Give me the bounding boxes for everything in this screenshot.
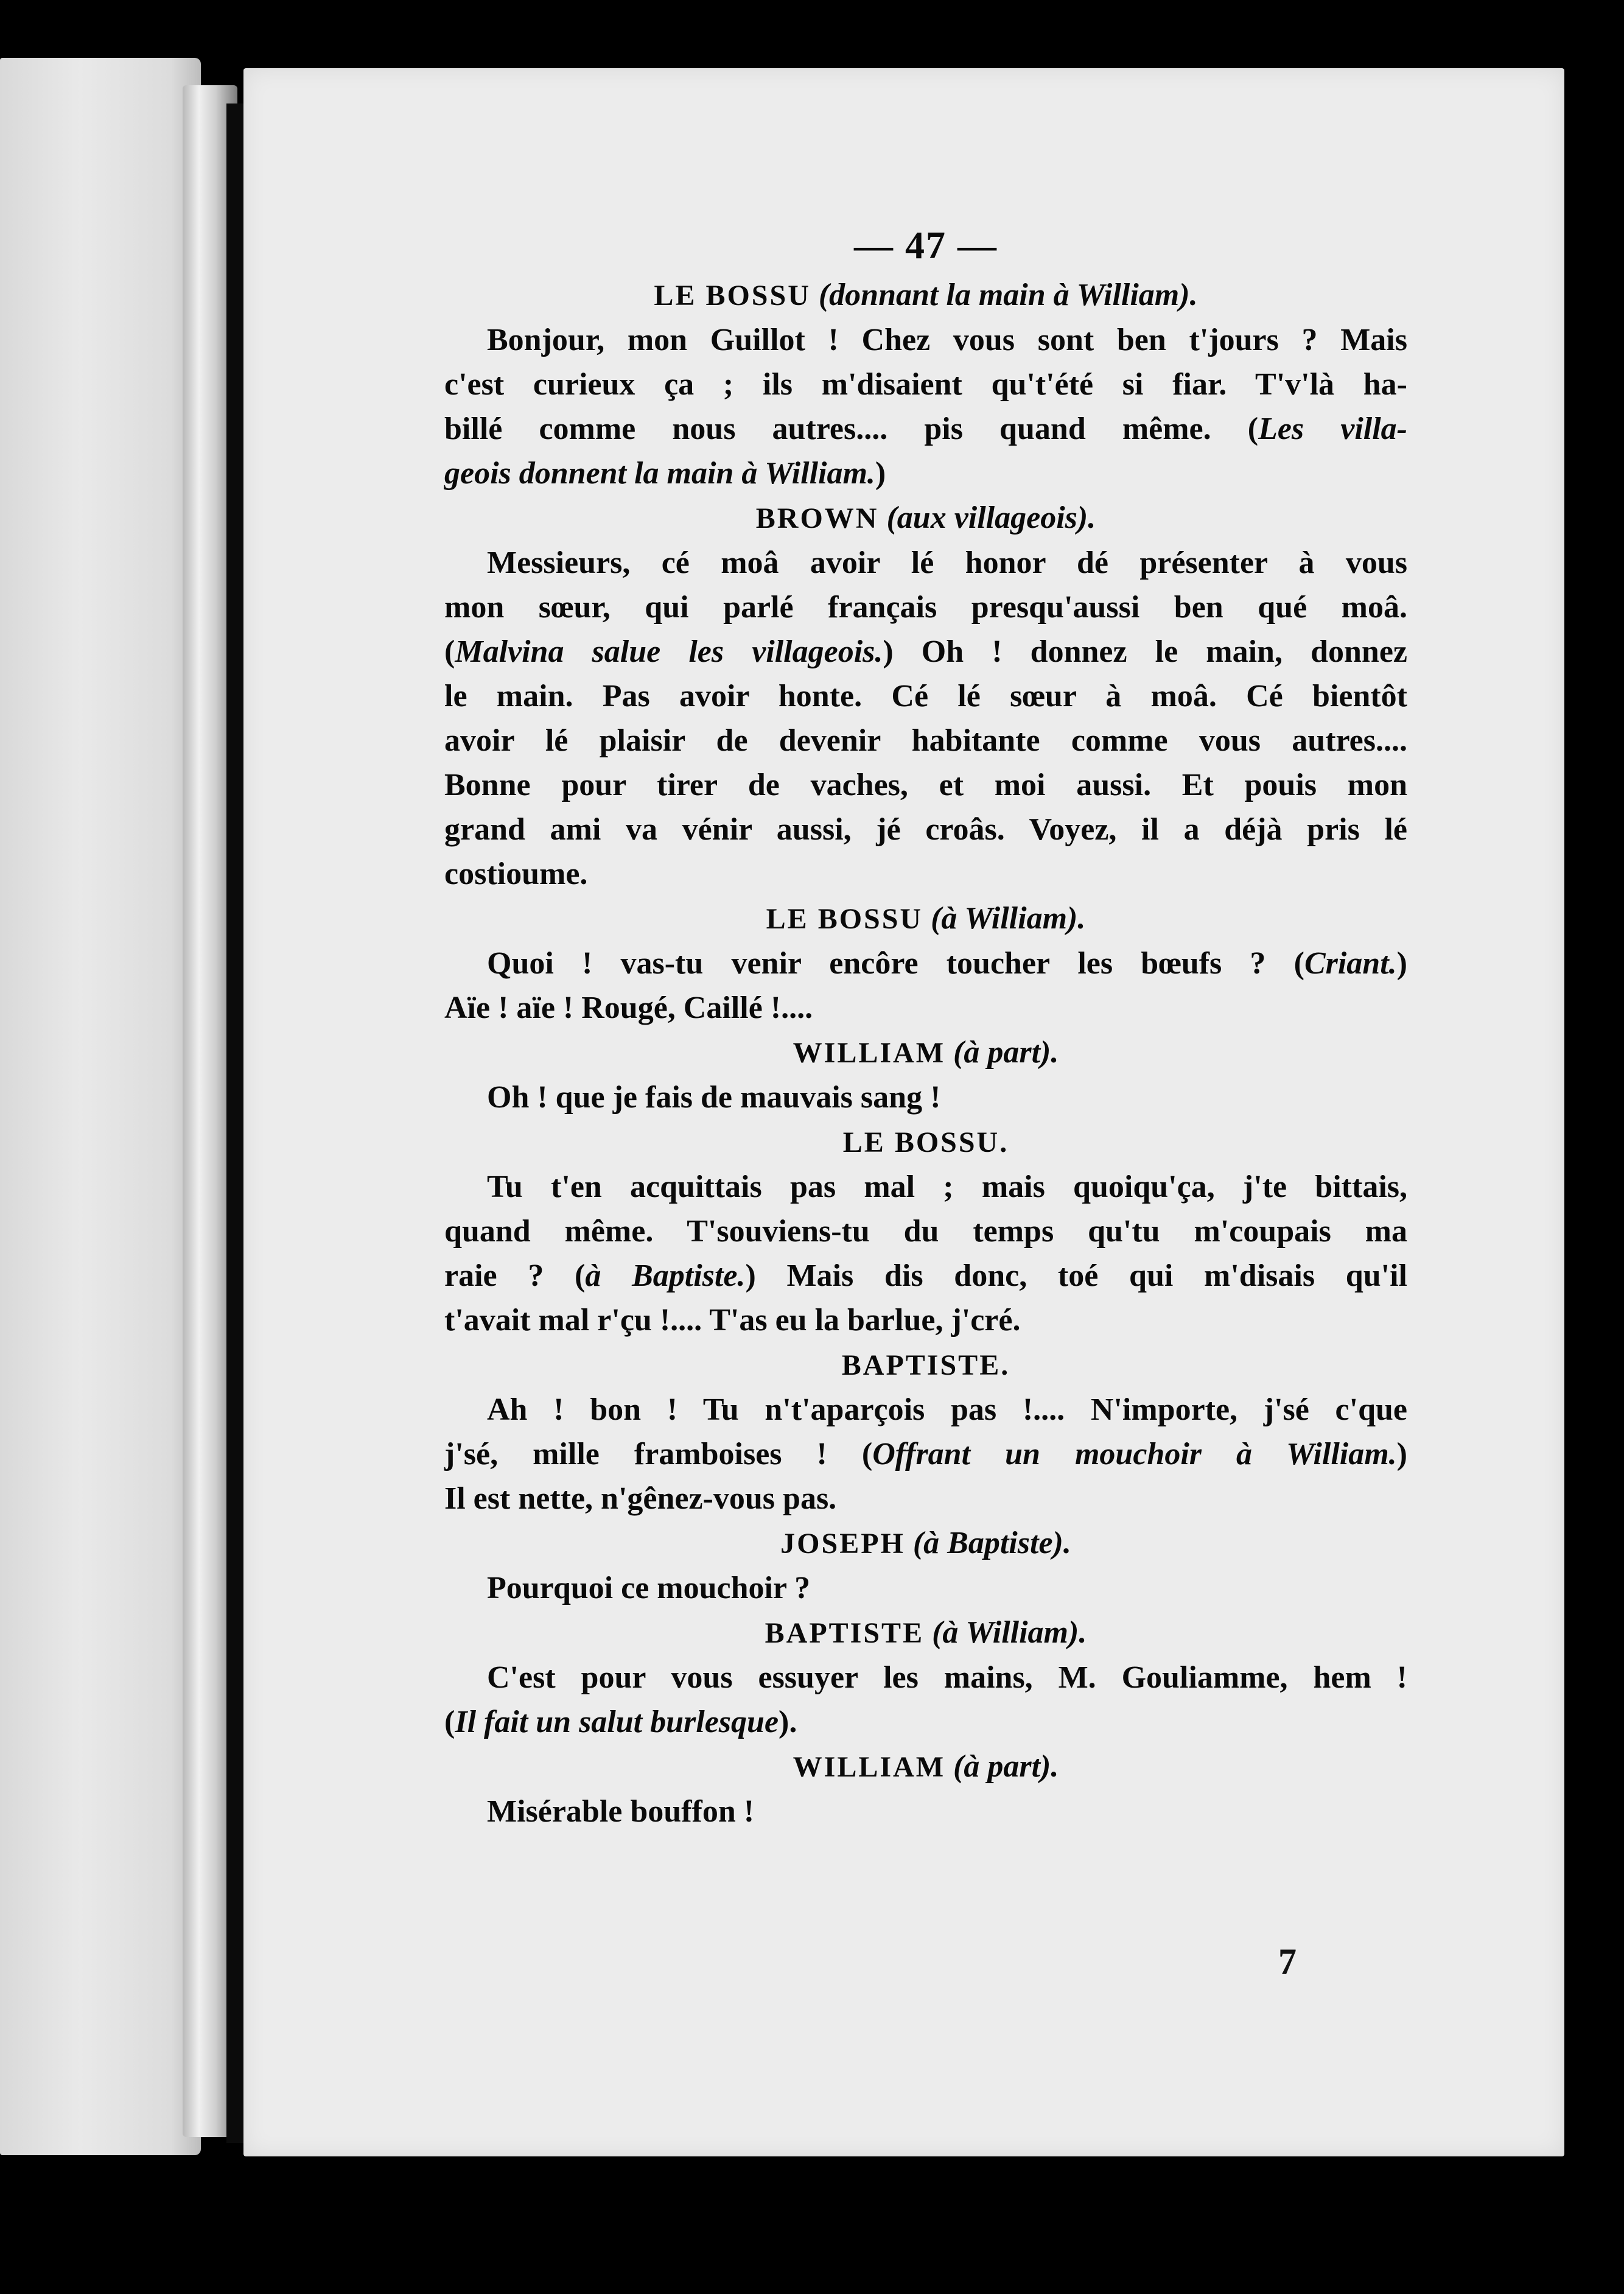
speech [444,1075,1407,1120]
text-line [444,1655,1407,1700]
line-text: grand ami va vénir aussi, jé croâs. Voyez, il a déjà pris lé [444,812,1407,847]
line-text: Messieurs, cé moâ avoir lé honor dé présenter à vous [487,545,1407,580]
line-text: mon sœur, qui parlé français presqu'aussi ben qué moâ. [444,590,1407,625]
text-line [444,1700,1407,1744]
stage-direction: (à part). [953,1035,1059,1070]
line-text-after: ) [875,456,886,491]
inline-stage-direction: Il fait un salut burlesque [455,1705,779,1739]
stage-direction: (à part). [953,1749,1059,1784]
speaker-heading [444,896,1407,941]
speaker-name: LE BOSSU [654,279,811,312]
line-text: j'sé, mille framboises ! ( [444,1437,873,1471]
text-line [444,1566,1407,1610]
speaker-name: BAPTISTE. [841,1349,1010,1381]
line-text: ( [444,1705,455,1739]
stage-direction: (à William). [932,1615,1087,1650]
speech [444,541,1407,896]
text-line [444,362,1407,407]
line-text: billé comme nous autres.... pis quand même. ( [444,412,1259,446]
line-text: Misérable bouffon ! [487,1794,755,1829]
speech [444,318,1407,496]
speaker-heading [444,1744,1407,1789]
speaker-name: WILLIAM [793,1751,946,1783]
text-line [444,1254,1407,1298]
stage-direction: (à Baptiste). [912,1526,1071,1560]
text-line [444,630,1407,674]
speaker-heading [444,1610,1407,1655]
text-line [444,674,1407,718]
line-text-after: ) [1396,946,1407,981]
text-line [444,1432,1407,1476]
text-line [444,986,1407,1030]
line-text: t'avait mal r'çu !.... T'as eu la barlue, j'cré. [444,1303,1021,1338]
speaker-name: LE BOSSU. [842,1126,1009,1159]
line-text: ( [444,634,455,669]
line-text: avoir lé plaisir de devenir habitante comme vous autres.... [444,723,1407,758]
speech [444,1165,1407,1342]
speaker-name: WILLIAM [793,1037,946,1069]
speech [444,1789,1407,1834]
speaker-heading [444,1342,1407,1387]
line-text-after: ) [1396,1437,1407,1471]
line-text: Oh ! que je fais de mauvais sang ! [487,1080,941,1115]
line-text: Tu t'en acquittais pas mal ; mais quoiqu'ça, j'te bittais, [487,1170,1407,1204]
line-text: raie ? ( [444,1258,586,1293]
line-text-after: ). [779,1705,797,1739]
inline-stage-direction: geois donnent la main à William. [444,456,875,491]
line-text: Il est nette, n'gênez-vous pas. [444,1481,837,1516]
text-line [444,941,1407,986]
text-line [444,1789,1407,1834]
line-text: C'est pour vous essuyer les mains, M. Gouliamme, hem ! [487,1660,1407,1695]
line-text: Bonjour, mon Guillot ! Chez vous sont ben t'jours ? Mais [487,323,1407,357]
speech [444,941,1407,1030]
speaker-name: BROWN [755,502,879,535]
speaker-heading [444,1030,1407,1075]
line-text: Quoi ! vas-tu venir encôre toucher les bœufs ? ( [487,946,1304,981]
text-line [444,407,1407,451]
text-line [444,451,1407,496]
speaker-name: BAPTISTE [765,1617,925,1649]
text-line [444,1298,1407,1342]
text-line [444,763,1407,807]
text-line [444,585,1407,630]
speaker-heading [444,1120,1407,1165]
speaker-heading [444,496,1407,541]
speaker-heading [444,1521,1407,1566]
speech [444,1655,1407,1744]
facing-page [0,58,201,2155]
text-line [444,1387,1407,1432]
text-line [444,1209,1407,1254]
text-line [444,1165,1407,1209]
text-line [444,541,1407,585]
line-text-after: ) Mais dis donc, toé qui m'disais qu'il [745,1258,1407,1293]
speech [444,1566,1407,1610]
inline-stage-direction: Les villa- [1258,412,1407,446]
line-text: Ah ! bon ! Tu n't'aparçois pas !.... N'importe, j'sé c'que [487,1392,1407,1427]
stage-direction: (donnant la main à William). [818,278,1198,312]
signature-mark: 7 [1278,1941,1297,1982]
line-text: quand même. T'souviens-tu du temps qu'tu m'coupais ma [444,1214,1407,1249]
text-line [444,1476,1407,1521]
text-line [444,852,1407,896]
line-text: c'est curieux ça ; ils m'disaient qu't'été si fiar. T'v'là ha- [444,367,1407,402]
line-text: le main. Pas avoir honte. Cé lé sœur à moâ. Cé bientôt [444,679,1407,714]
inline-stage-direction: Offrant un mouchoir à William. [872,1437,1397,1471]
line-text: Bonne pour tirer de vaches, et moi aussi. Et pouis mon [444,768,1407,802]
speaker-name: JOSEPH [780,1528,905,1560]
stage-direction: (à William). [931,901,1086,936]
inline-stage-direction: Malvina salue les villageois. [455,634,883,669]
play-text [444,273,1407,1834]
speech [444,1387,1407,1521]
text-line [444,1075,1407,1120]
line-text-after: ) Oh ! donnez le main, donnez [883,634,1407,669]
text-line [444,718,1407,763]
line-text: costioume. [444,857,588,891]
inline-stage-direction: à Baptiste. [585,1258,746,1293]
page-content [444,218,1407,1834]
line-text: Aïe ! aïe ! Rougé, Caillé !.... [444,991,813,1025]
page-number: — 47 — [854,223,998,267]
speaker-name: LE BOSSU [766,903,923,935]
stage-direction: (aux villageois). [886,500,1096,535]
line-text: Pourquoi ce mouchoir ? [487,1571,811,1605]
text-line [444,318,1407,362]
text-line [444,807,1407,852]
inline-stage-direction: Criant. [1304,946,1397,981]
speaker-heading [444,273,1407,318]
